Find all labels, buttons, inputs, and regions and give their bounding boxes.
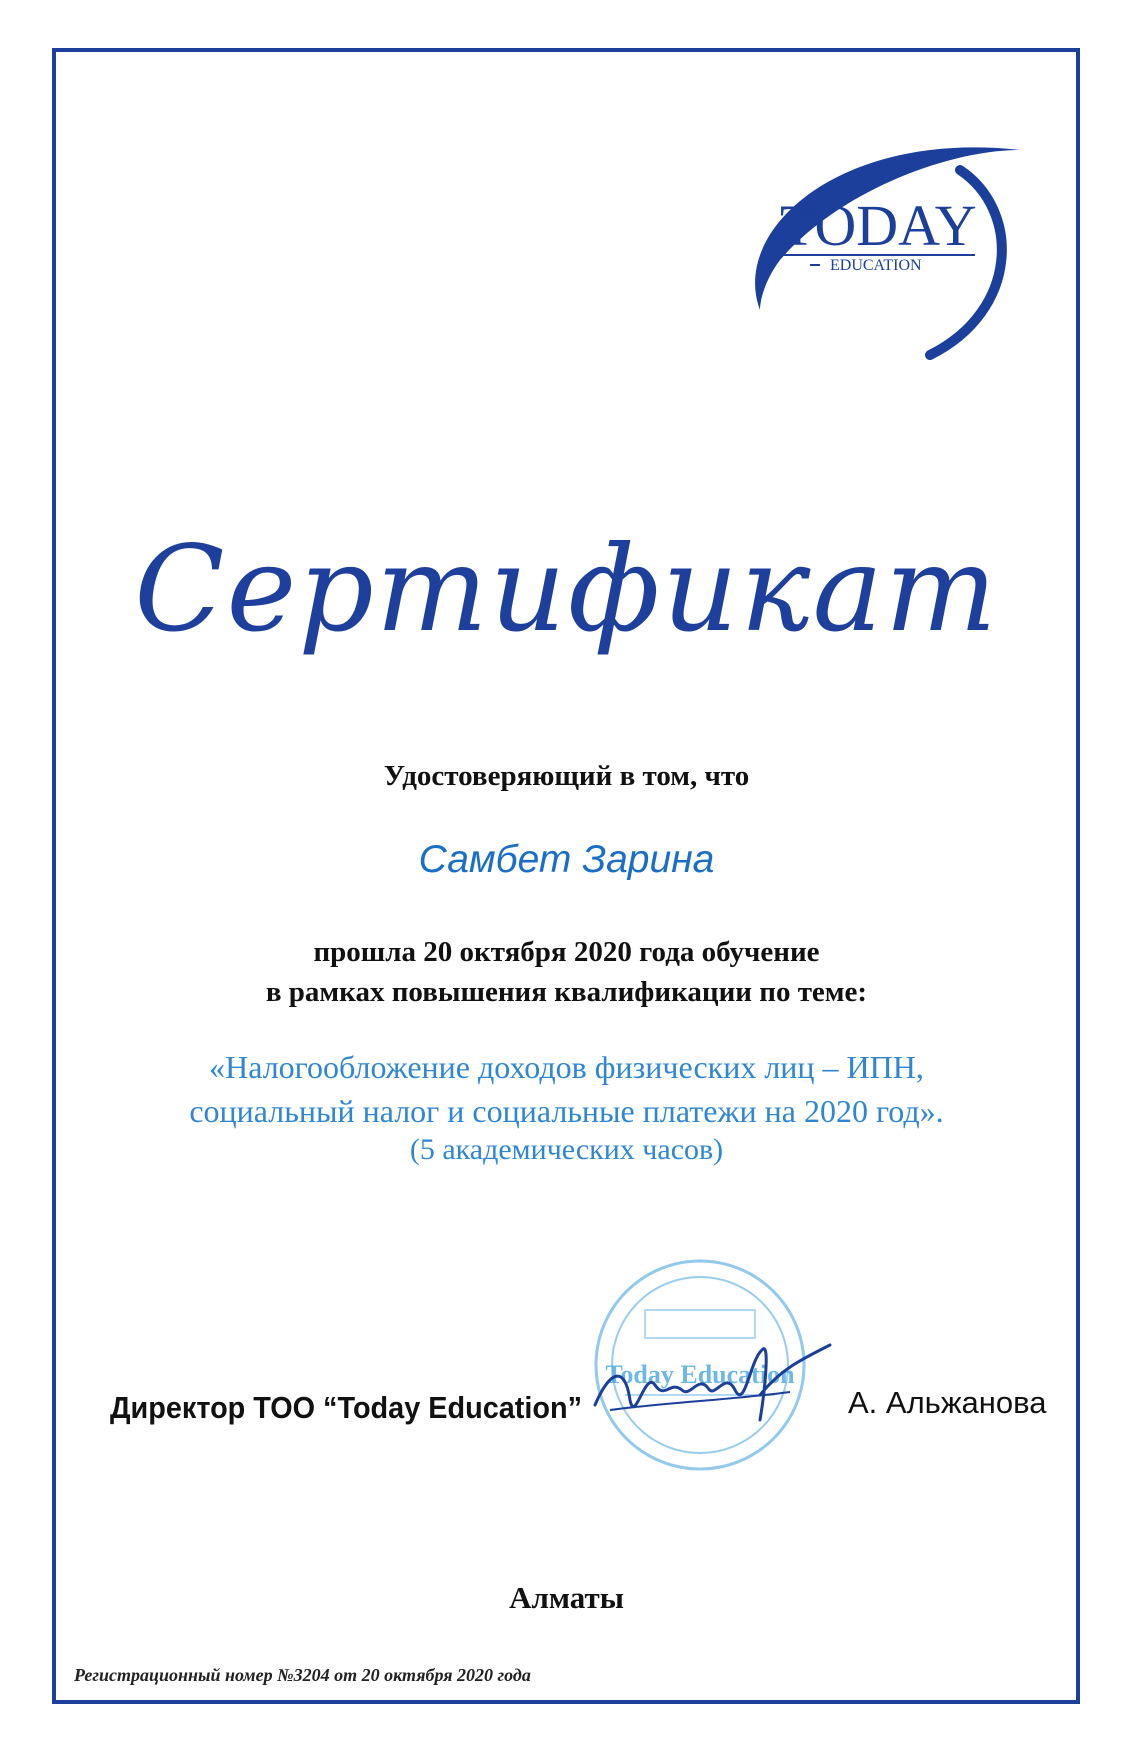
recipient-name: Самбет Зарина [418, 838, 715, 881]
course-line-1: «Налогообложение доходов физических лиц – ИПН, [209, 1049, 924, 1085]
svg-text:Today Education: Today Education [605, 1360, 795, 1389]
certificate-title: Сертификат [134, 520, 999, 658]
completion-line-1: прошла 20 октября 2020 года обучение [313, 936, 820, 968]
today-education-logo [720, 110, 1040, 370]
director-title: Директор ТОО “Today Education” [110, 1390, 583, 1425]
registration-number: Регистрационный номер №3204 от 20 октября 2020 года [74, 1665, 531, 1685]
completion-line-2: в рамках повышения квалификации по теме: [265, 976, 868, 1008]
director-name: А. Альжанова [848, 1385, 1047, 1420]
academic-hours: (5 академических часов) [409, 1133, 724, 1166]
svg-text:EDUCATION: EDUCATION [830, 257, 922, 274]
director-signature [590, 1330, 850, 1440]
certificate-intro: Удостоверяющий в том, что [383, 760, 750, 792]
issue-city: Алматы [509, 1580, 624, 1615]
course-line-2: социальный налог и социальные платежи на 2020 год». [189, 1093, 944, 1129]
course-title [0, 1045, 1133, 1133]
completion-text [0, 932, 1133, 1012]
svg-text:TODAY: TODAY [780, 193, 977, 258]
